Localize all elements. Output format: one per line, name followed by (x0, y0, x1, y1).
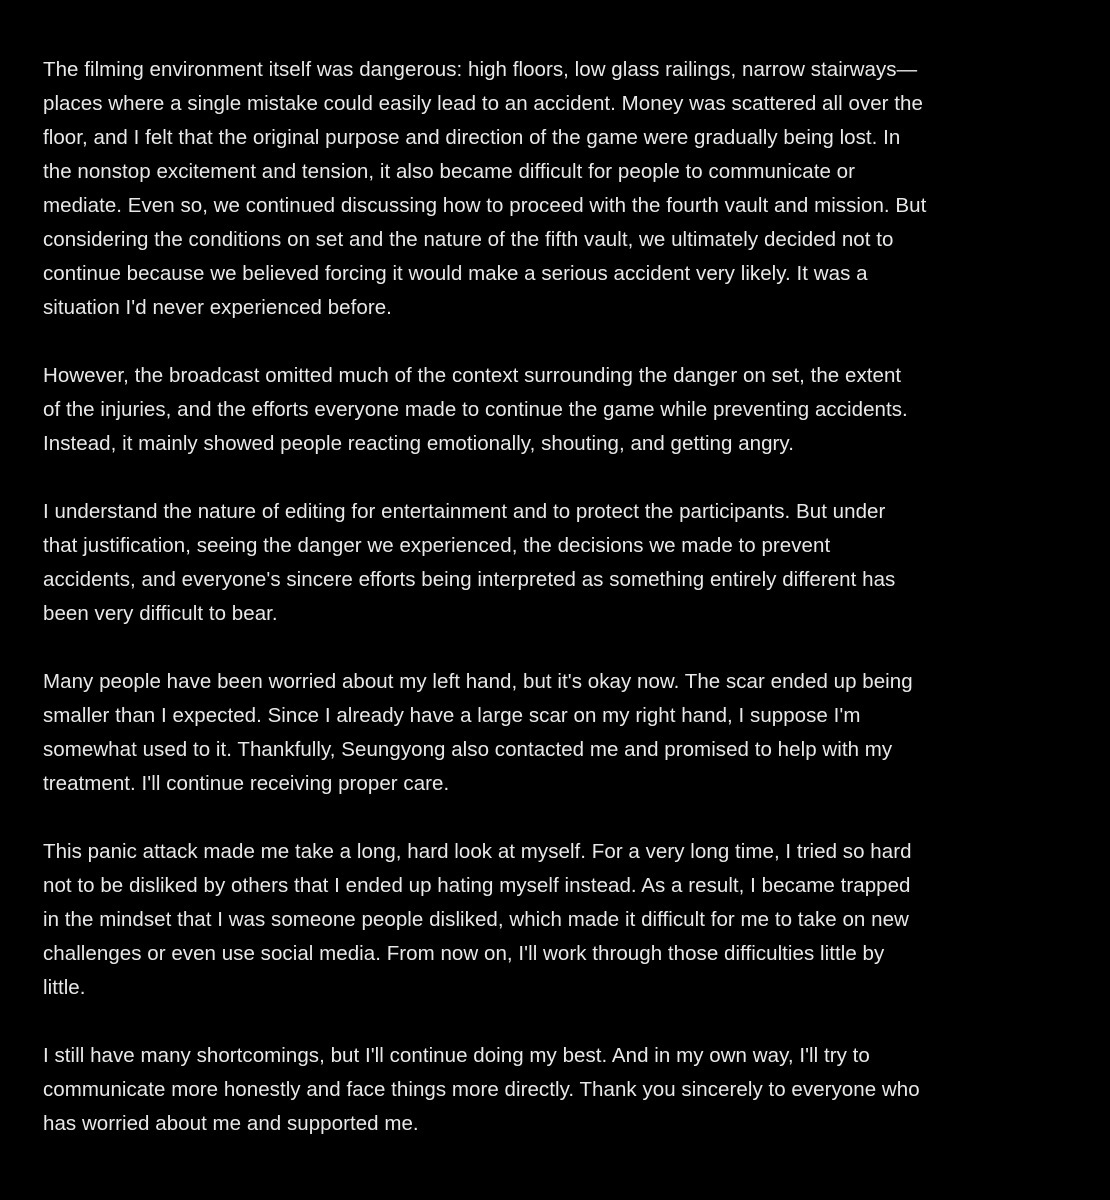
paragraph-line: smaller than I expected. Since I already have a large scar on my right hand, I suppose I'm (43, 704, 861, 727)
paragraph-line: treatment. I'll continue receiving proper care. (43, 772, 450, 795)
paragraph-line: floor, and I felt that the original purpose and direction of the game were gradually being lost. In (43, 126, 901, 149)
paragraph-line: continue because we believed forcing it would make a serious accident very likely. It was a (43, 262, 868, 285)
paragraph-line: that justification, seeing the danger we experienced, the decisions we made to prevent (43, 534, 831, 557)
paragraph-panic-attack (43, 835, 1073, 1005)
paragraph-line: situation I'd never experienced before. (43, 296, 392, 319)
paragraph-line: The filming environment itself was dangerous: high floors, low glass railings, narrow stairways— (43, 58, 918, 81)
paragraph-filming-environment (43, 53, 1073, 325)
paragraph-line: of the injuries, and the efforts everyone made to continue the game while preventing accidents. (43, 398, 908, 421)
paragraph-editing (43, 495, 1073, 631)
paragraph-line: somewhat used to it. Thankfully, Seungyong also contacted me and promised to help with my (43, 738, 893, 761)
paragraph-line: I understand the nature of editing for entertainment and to protect the participants. But under (43, 500, 886, 523)
paragraph-line: communicate more honestly and face things more directly. Thank you sincerely to everyone who (43, 1078, 920, 1101)
paragraph-line: accidents, and everyone's sincere efforts being interpreted as something entirely different has (43, 568, 896, 591)
paragraph-line: in the mindset that I was someone people disliked, which made it difficult for me to take on new (43, 908, 909, 931)
paragraph-line: the nonstop excitement and tension, it also became difficult for people to communicate or (43, 160, 856, 183)
paragraph-line: not to be disliked by others that I ended up hating myself instead. As a result, I became trapped (43, 874, 911, 897)
paragraph-left-hand (43, 665, 1073, 801)
paragraph-closing (43, 1039, 1073, 1141)
paragraph-line: been very difficult to bear. (43, 602, 278, 625)
paragraph-line: However, the broadcast omitted much of the context surrounding the danger on set, the extent (43, 364, 902, 387)
paragraph-line: Instead, it mainly showed people reacting emotionally, shouting, and getting angry. (43, 432, 794, 455)
paragraph-line: little. (43, 976, 86, 999)
paragraph-broadcast (43, 359, 1073, 461)
paragraph-line: I still have many shortcomings, but I'll continue doing my best. And in my own way, I'll try to (43, 1044, 870, 1067)
paragraph-line: has worried about me and supported me. (43, 1112, 419, 1135)
statement-text-block (43, 53, 1073, 1175)
paragraph-line: challenges or even use social media. From now on, I'll work through those difficulties little by (43, 942, 885, 965)
paragraph-line: considering the conditions on set and the nature of the fifth vault, we ultimately decided not to (43, 228, 894, 251)
paragraph-line: places where a single mistake could easily lead to an accident. Money was scattered all over the (43, 92, 923, 115)
paragraph-line: mediate. Even so, we continued discussing how to proceed with the fourth vault and mission. But (43, 194, 927, 217)
paragraph-line: This panic attack made me take a long, hard look at myself. For a very long time, I tried so hard (43, 840, 912, 863)
paragraph-line: Many people have been worried about my left hand, but it's okay now. The scar ended up being (43, 670, 913, 693)
